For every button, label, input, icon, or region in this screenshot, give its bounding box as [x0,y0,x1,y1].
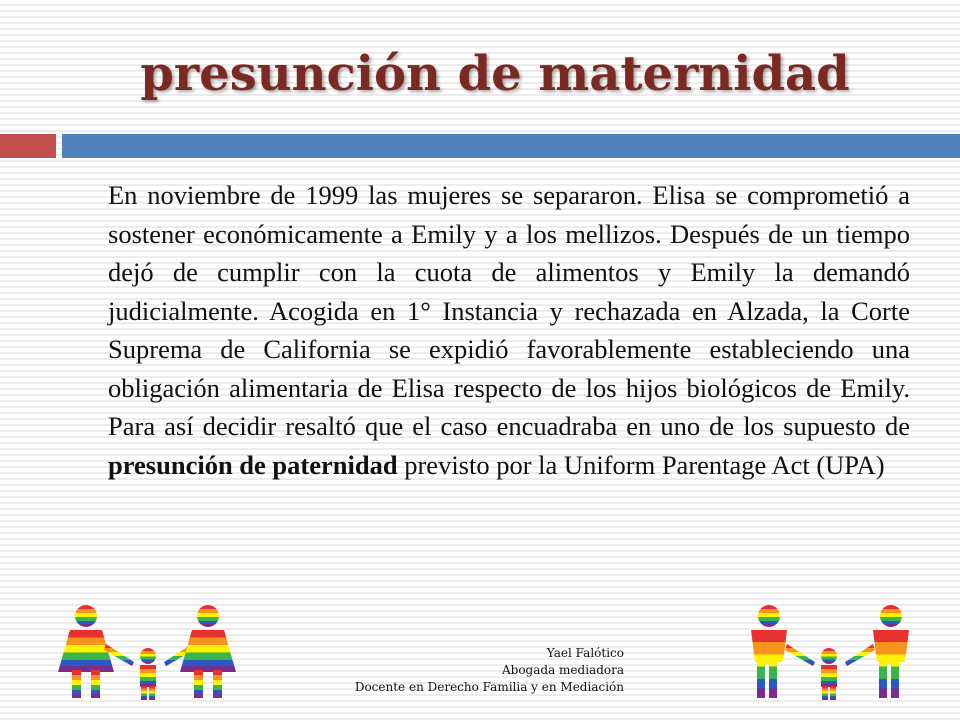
author-teaching: Docente en Derecho Familia y en Mediación [354,680,624,694]
author-role: Abogada mediadora [501,663,624,677]
body-paragraph-intro: En noviembre de 1999 las mujeres se separaron. Elisa se comprometió a sostener económicamente a Emily y a los mellizos. Después de un tiempo dejó de cumplir con la cuota de alimentos y Emily la demandó judicialmente. Acogida en 1° Instancia y rechazada en Alzada, la Corte Suprema de California se expidió favorablemente estableciendo una obligación alimentaria de Elisa respecto de los hijos biológicos de Emily. Para así decidir resaltó que el caso encuadraba en uno de los supuesto de [108,180,910,441]
rainbow-family-icon [737,604,923,704]
slide-title: presunción de maternidad [140,46,850,102]
author-name: Yael Falótico [546,646,624,660]
body-paragraph [108,176,910,484]
rainbow-family-icon [56,604,242,704]
accent-bar-blue [62,134,960,158]
accent-bar-red [0,134,56,158]
body-paragraph-outro: previsto por la Uniform Parentage Act (UPA) [397,449,885,480]
author-credits [355,645,624,696]
body-paragraph-emphasis: presunción de paternidad [108,449,398,480]
